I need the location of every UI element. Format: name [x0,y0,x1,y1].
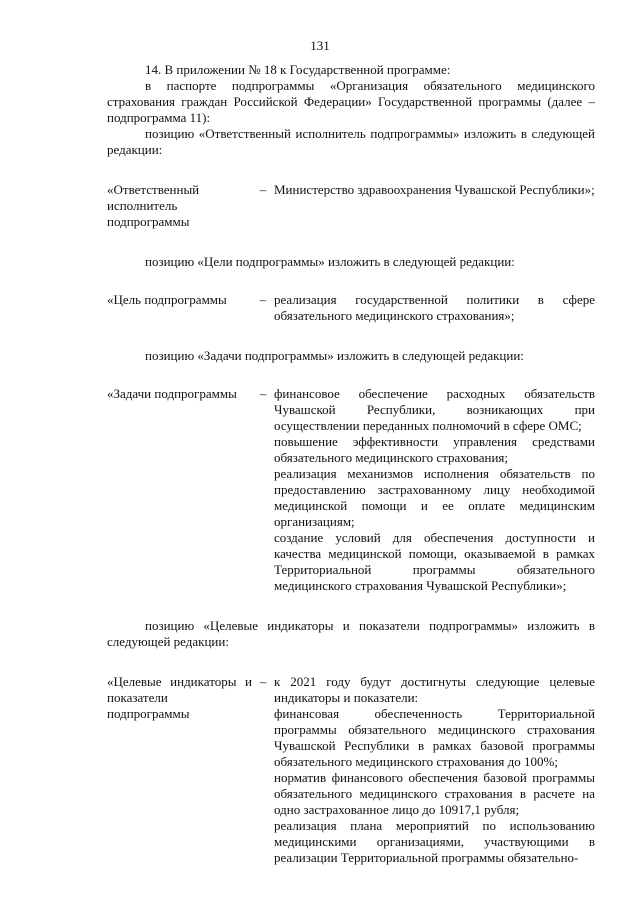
position-dash: – [259,292,267,307]
position-tasks [107,386,595,594]
value-item: реализация плана мероприятий по использованию медицинскими организациями, участвующими в реализации Территориальной программы обязательно- [274,818,595,865]
value-line: Министерство здравоохранения Чувашской Республики»; [274,182,595,197]
value-item: финансовое обеспечение расходных обязательств Чувашской Республики, возникающих при осуществлении переданных полномочий в сфере ОМС; [274,386,595,433]
position-label: «Цель подпрограммы [107,292,227,307]
position-indicators [107,674,595,866]
value-line: реализация государственной политики в сфере обязательного медицинского страхования»; [274,292,595,323]
instruction-goals: позицию «Цели подпрограммы» изложить в следующей редакции: [145,254,515,269]
position-label: «Задачи подпрограммы [107,386,237,401]
value-item: норматив финансового обеспечения базовой программы обязательного медицинского страхования в расчете на одно застрахованное лицо до 10917,1 рубля; [274,770,595,817]
value-item: финансовая обеспеченность Территориальной программы обязательного медицинского страхования Чувашской Республики в рамках базовой программы обязательного медицинского страхования до 100%; [274,706,595,769]
position-responsible-executor [107,182,595,230]
document-body [107,62,595,866]
position-value [274,182,595,230]
position-value [274,292,595,324]
position-dash: – [259,674,267,689]
intro-paragraph-3: позицию «Ответственный исполнитель подпрограммы» изложить в следующей редакции: [107,126,595,157]
value-item: к 2021 году будут достигнуты следующие целевые индикаторы и показатели: [274,674,595,705]
value-item: реализация механизмов исполнения обязательств по предоставлению застрахованному лицу необходимой медицинской помощи и ее оплате медицинским организациям; [274,466,595,529]
intro-paragraph-2: в паспорте подпрограммы «Организация обязательного медицинского страхования граждан Российской Федерации» Государственной программы (далее – подпрограмма 11): [107,78,595,125]
position-dash: – [259,386,267,401]
instruction-indicators: позицию «Целевые индикаторы и показатели подпрограммы» изложить в следующей редакции: [107,618,595,649]
position-label: «Ответственный исполнитель подпрограммы [107,182,200,229]
page-number: 131 [310,38,330,53]
position-dash: – [259,182,267,197]
position-label: «Целевые индикаторы и показатели подпрограммы [107,674,252,721]
instruction-tasks: позицию «Задачи подпрограммы» изложить в следующей редакции: [145,348,524,363]
position-goals [107,292,595,324]
intro-paragraph-1: 14. В приложении № 18 к Государственной программе: [145,62,451,77]
position-value [274,386,595,594]
position-value [274,674,595,866]
value-item: создание условий для обеспечения доступности и качества медицинской помощи, оказываемой в рамках Территориальной программы обязательного медицинского страхования Чувашской Республики»; [274,530,595,593]
value-item: повышение эффективности управления средствами обязательного медицинского страхования; [274,434,595,465]
